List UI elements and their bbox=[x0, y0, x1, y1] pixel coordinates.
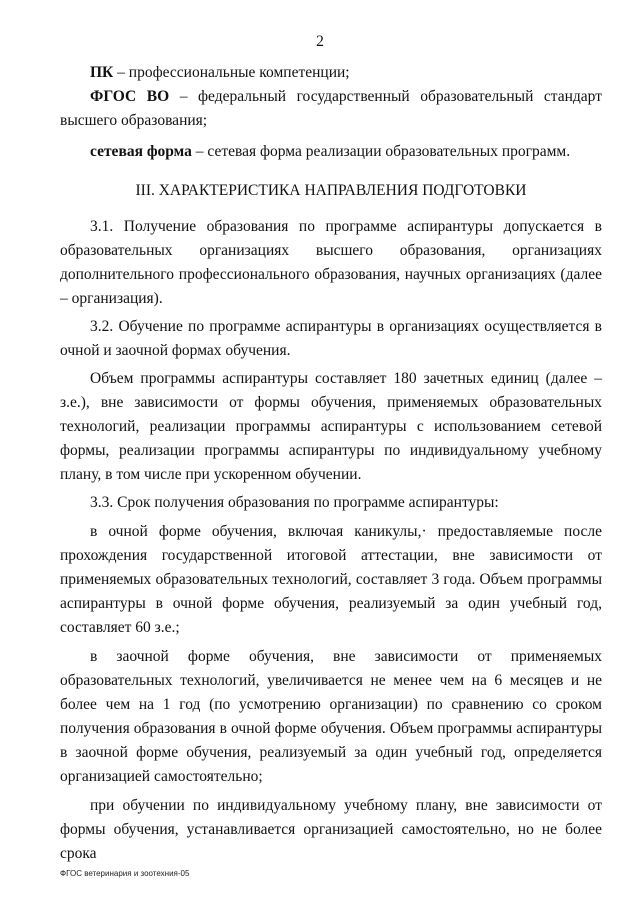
definition-term: ФГОС ВО bbox=[90, 88, 170, 105]
paragraph-3-1: 3.1. Получение образования по программе аспирантуры допускается в образовательных организациях высшего образования, организациях дополнительного профессионального образования, научных организациях (далее – организация). bbox=[60, 218, 602, 307]
section-heading: III. ХАРАКТЕРИСТИКА НАПРАВЛЕНИЯ ПОДГОТОВКИ bbox=[135, 182, 527, 199]
definition-text: – сетевая форма реализации образовательных программ. bbox=[191, 143, 571, 160]
paragraph-full-time: в очной форме обучения, включая каникулы,· предоставляемые после прохождения государственной итоговой аттестации, вне зависимости от применяемых образовательных технологий, составляет 3 года. Объем программы аспирантуры в очной форме обучения, реализуемый за один учебный год, составляет 60 з.е.; bbox=[60, 523, 602, 636]
paragraph-program-volume: Объем программы аспирантуры составляет 180 зачетных единиц (далее – з.е.), вне зависимости от формы обучения, применяемых образовательных технологий, реализации программы аспирантуры с использованием сетевой формы, реализации программы аспирантуры по индивидуальному учебному плану, в том числе при ускоренном обучении. bbox=[60, 370, 602, 483]
definition-fgos-vo bbox=[60, 85, 602, 133]
document-body bbox=[60, 61, 602, 866]
paragraph-individual-plan: при обучении по индивидуальному учебному плану, вне зависимости от формы обучения, устанавливается организацией самостоятельно, но не более срока bbox=[60, 797, 602, 862]
page-footer: ФГОС ветеринария и зоотехния-05 bbox=[60, 869, 190, 878]
definition-term: ПК bbox=[90, 64, 114, 81]
definition-text: – профессиональные компетенции; bbox=[113, 64, 350, 81]
paragraph-part-time: в заочной форме обучения, вне зависимости от применяемых образовательных технологий, увеличивается не менее чем на 6 месяцев и не более чем на 1 год (по усмотрению организации) по сравнению со сроком получения образования в очной форме обучения. Объем программы аспирантуры в заочной форме обучения, реализуемый за один учебный год, определяется организацией самостоятельно; bbox=[60, 648, 602, 785]
definition-text: – федеральный государственный образовательный стандарт высшего образования; bbox=[60, 88, 602, 129]
definition-term: сетевая форма bbox=[90, 143, 192, 160]
definition-pk bbox=[60, 61, 602, 85]
paragraph-3-3: 3.3. Срок получения образования по программе аспирантуры: bbox=[90, 494, 499, 511]
paragraph-3-2: 3.2. Обучение по программе аспирантуры в организациях осуществляется в очной и заочной формах обучения. bbox=[60, 318, 602, 359]
definition-network-form bbox=[60, 140, 602, 164]
page-number: 2 bbox=[316, 33, 324, 50]
